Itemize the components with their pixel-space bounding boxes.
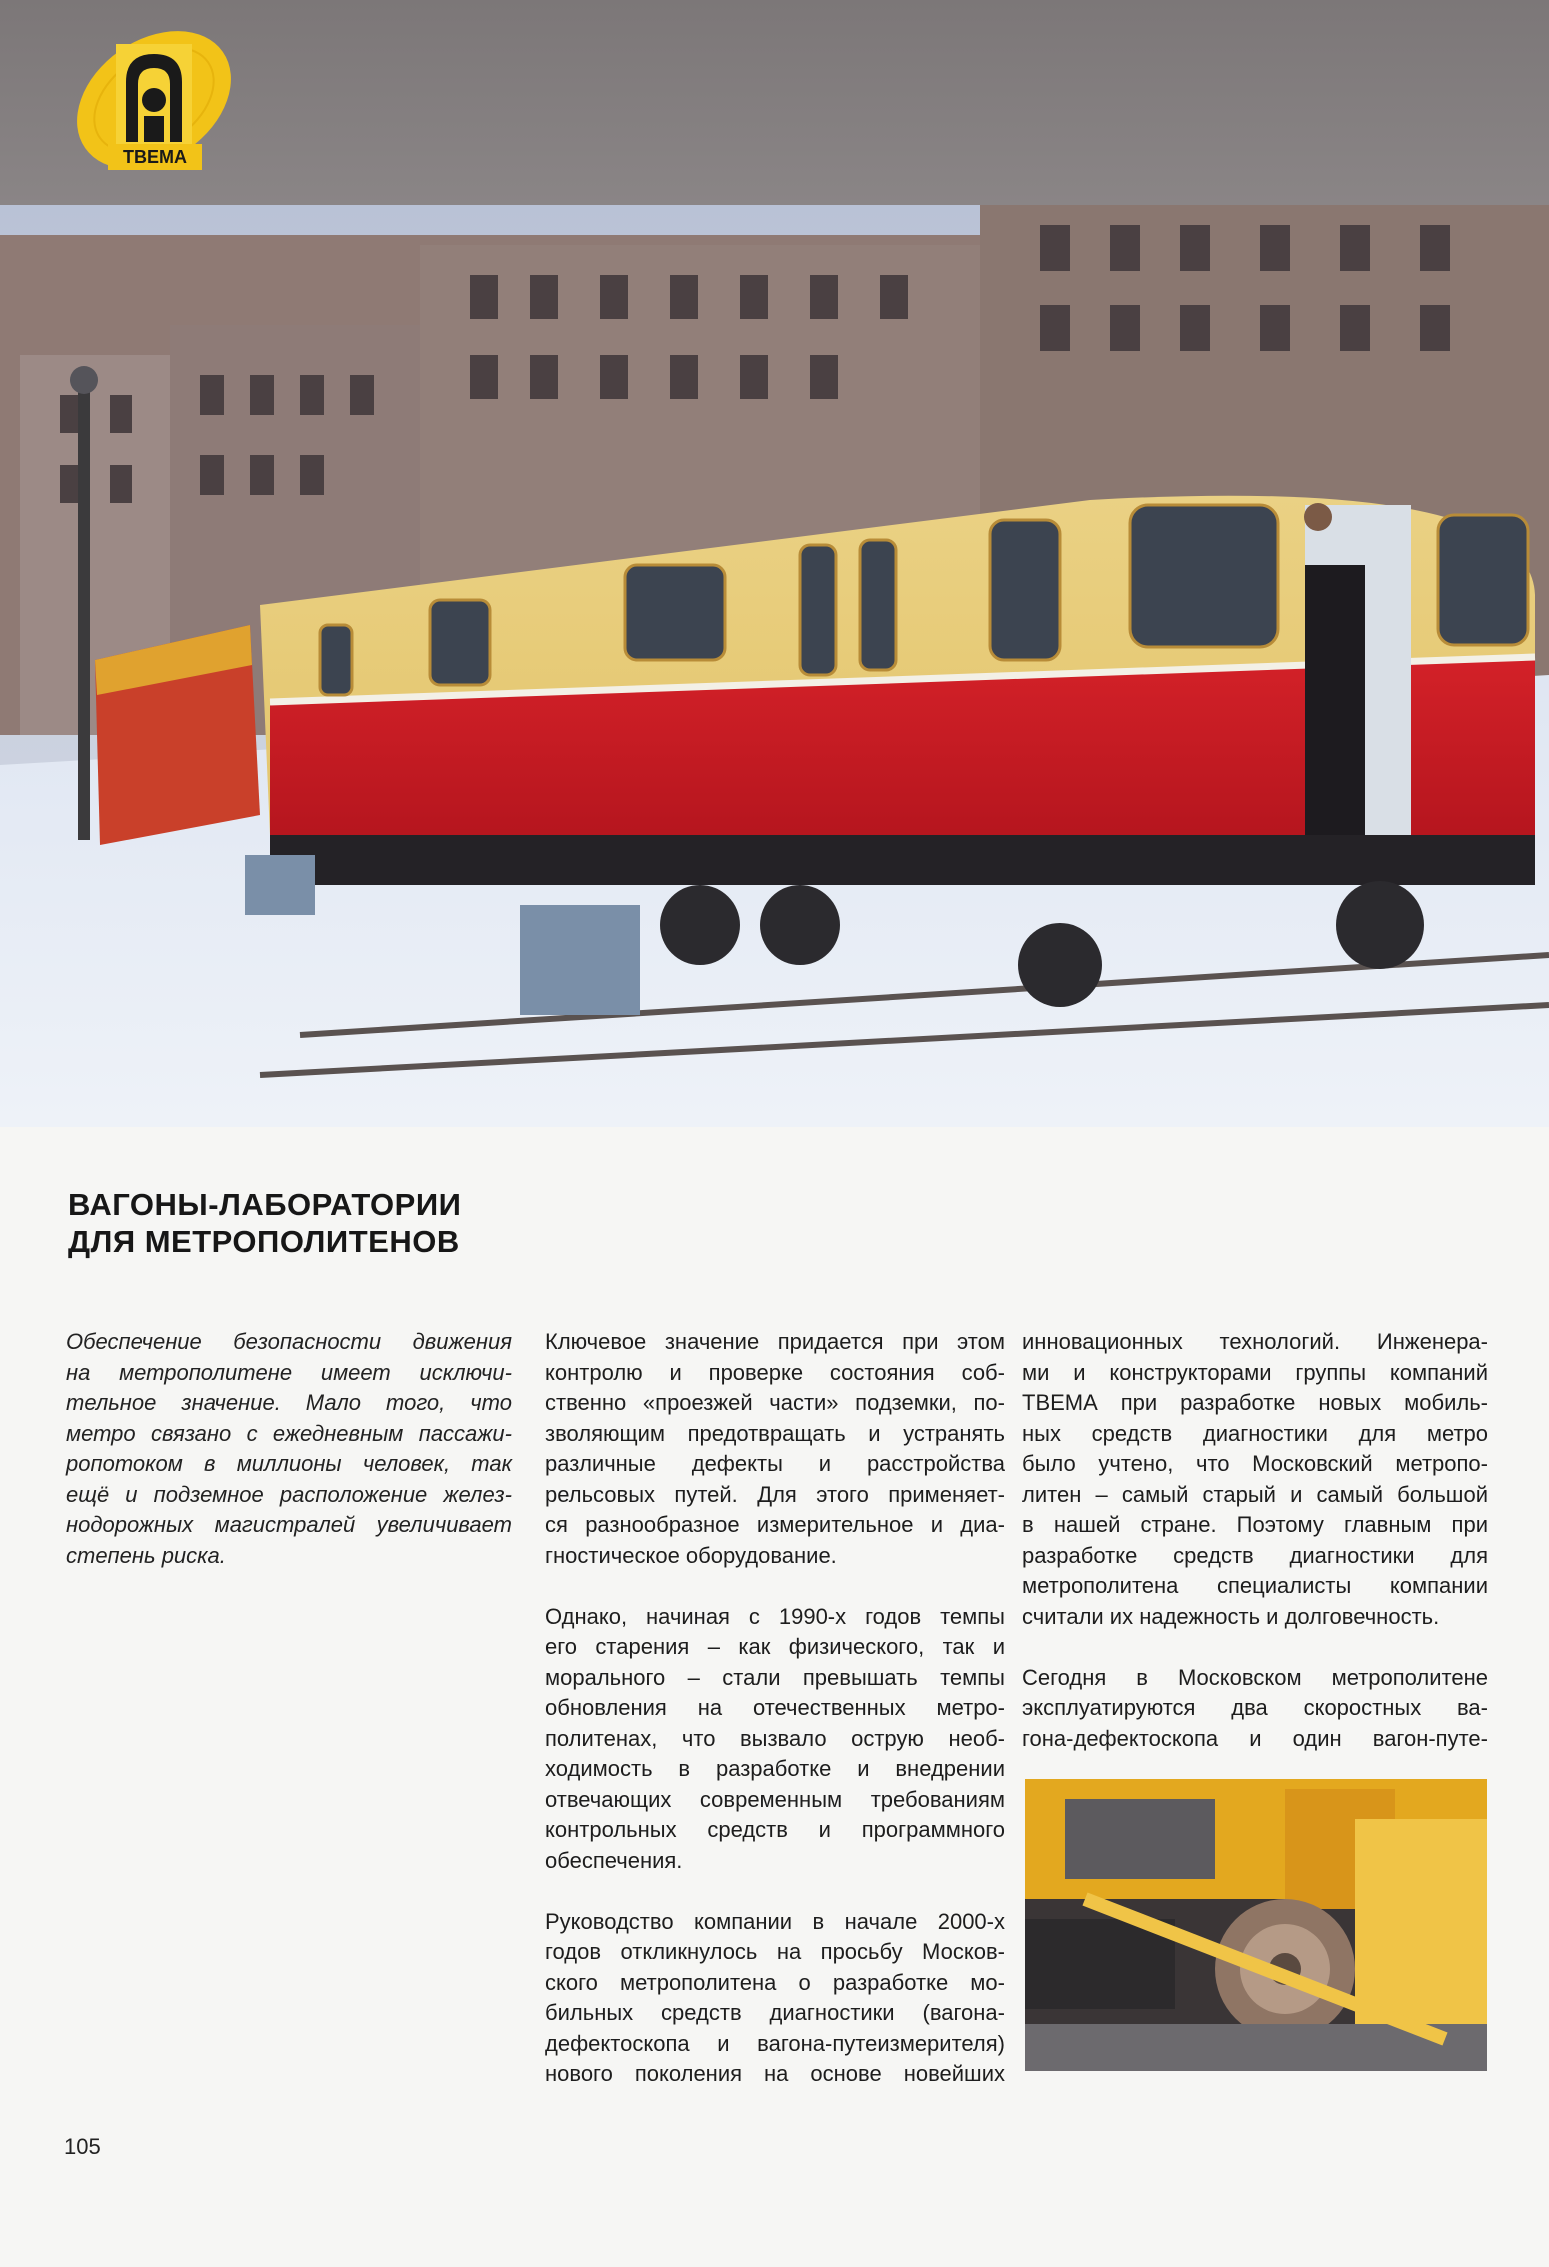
text-line: гностическое оборудование.	[545, 1542, 837, 1568]
intro-line: нодорожных магистралей увеличивает	[66, 1512, 512, 1537]
text-line: инновационных технологий. Инженера-	[1022, 1329, 1488, 1354]
tvema-logo-icon	[64, 22, 244, 182]
text-line: Руководство компании в начале 2000-х	[545, 1908, 1005, 1934]
page-number: 105	[64, 2134, 101, 2159]
intro-line: тельное значение. Мало того, что	[66, 1390, 512, 1415]
text-line: дефектоскопа и вагона-путеизмерителя)	[545, 2030, 1005, 2056]
text-line: обеспечения.	[545, 1847, 683, 1873]
text-line: Ключевое значение придается при этом	[545, 1329, 1005, 1354]
text-line: его старения – как физического, так и	[545, 1634, 1005, 1659]
intro-line: Обеспечение безопасности движения	[66, 1329, 512, 1354]
page-title	[68, 1186, 708, 1260]
text-line: рельсовых путей. Для этого применяет-	[545, 1481, 1005, 1507]
text-line: разработке средств диагностики для	[1022, 1542, 1488, 1568]
logo-text: ТВЕМА	[123, 147, 187, 167]
intro-line: на метрополитене имеет исключи-	[66, 1359, 512, 1385]
text-line: различные дефекты и расстройства	[545, 1451, 1005, 1476]
text-line: ных средств диагностики для метро	[1022, 1420, 1488, 1446]
text-line: ТВЕМА при разработке новых мобиль-	[1022, 1390, 1488, 1415]
intro-line: метро связано с ежедневным пассажи-	[66, 1420, 512, 1446]
intro-line: ропотоком в миллионы человек, так	[66, 1451, 512, 1476]
intro-line: степень риска.	[66, 1542, 226, 1568]
body-column-2	[545, 1327, 1005, 2090]
text-line: было учтено, что Московский метропо-	[1022, 1451, 1488, 1476]
body-column-3	[1022, 1327, 1488, 1754]
text-line: обновления на отечественных метро-	[545, 1695, 1005, 1720]
metro-lab-car-photo	[0, 205, 1549, 1127]
text-line: политенах, что вызвало острую необ-	[545, 1725, 1005, 1751]
text-line: нового поколения на основе новейших	[545, 2061, 1005, 2086]
hero-photo	[0, 205, 1549, 1127]
bogie-wheel-photo	[1025, 1779, 1487, 2071]
text-line: Однако, начиная с 1990-х годов темпы	[545, 1603, 1005, 1629]
text-line: считали их надежность и долговечность.	[1022, 1603, 1440, 1629]
text-line: бильных средств диагностики (вагона-	[545, 2000, 1005, 2025]
text-line: ского метрополитена о разработке мо-	[545, 1969, 1005, 1995]
text-line: гона-дефектоскопа и один вагон-путе-	[1022, 1725, 1488, 1751]
text-line: зволяющим предотвращать и устранять	[545, 1420, 1005, 1446]
text-line: эксплуатируются два скоростных ва-	[1022, 1695, 1488, 1720]
text-line: контрольных средств и программного	[545, 1817, 1005, 1842]
text-line: ственно «проезжей части» подземки, по-	[545, 1390, 1005, 1415]
intro-line: ещё и подземное расположение желез-	[66, 1481, 512, 1507]
text-line: метрополитена специалисты компании	[1022, 1573, 1488, 1598]
text-line: ся разнообразное измерительное и диа-	[545, 1512, 1005, 1537]
text-line: контролю и проверке состояния соб-	[545, 1359, 1005, 1385]
text-line: отвечающих современным требованиям	[545, 1786, 1005, 1812]
header-band	[0, 0, 1549, 205]
text-line: ми и конструкторами группы компаний	[1022, 1359, 1488, 1385]
text-line: ходимость в разработке и внедрении	[545, 1756, 1005, 1781]
intro-paragraph	[66, 1327, 512, 1571]
text-line: годов откликнулось на просьбу Москов-	[545, 1939, 1005, 1964]
bogie-photo	[1025, 1779, 1487, 2071]
text-line: в нашей стране. Поэтому главным при	[1022, 1512, 1488, 1537]
text-line: Сегодня в Московском метрополитене	[1022, 1664, 1488, 1690]
title-line-1: ВАГОНЫ-ЛАБОРАТОРИИ	[68, 1187, 462, 1222]
text-line: морального – стали превышать темпы	[545, 1664, 1005, 1690]
title-line-2: ДЛЯ МЕТРОПОЛИТЕНОВ	[68, 1224, 460, 1259]
text-line: литен – самый старый и самый большой	[1022, 1481, 1488, 1507]
